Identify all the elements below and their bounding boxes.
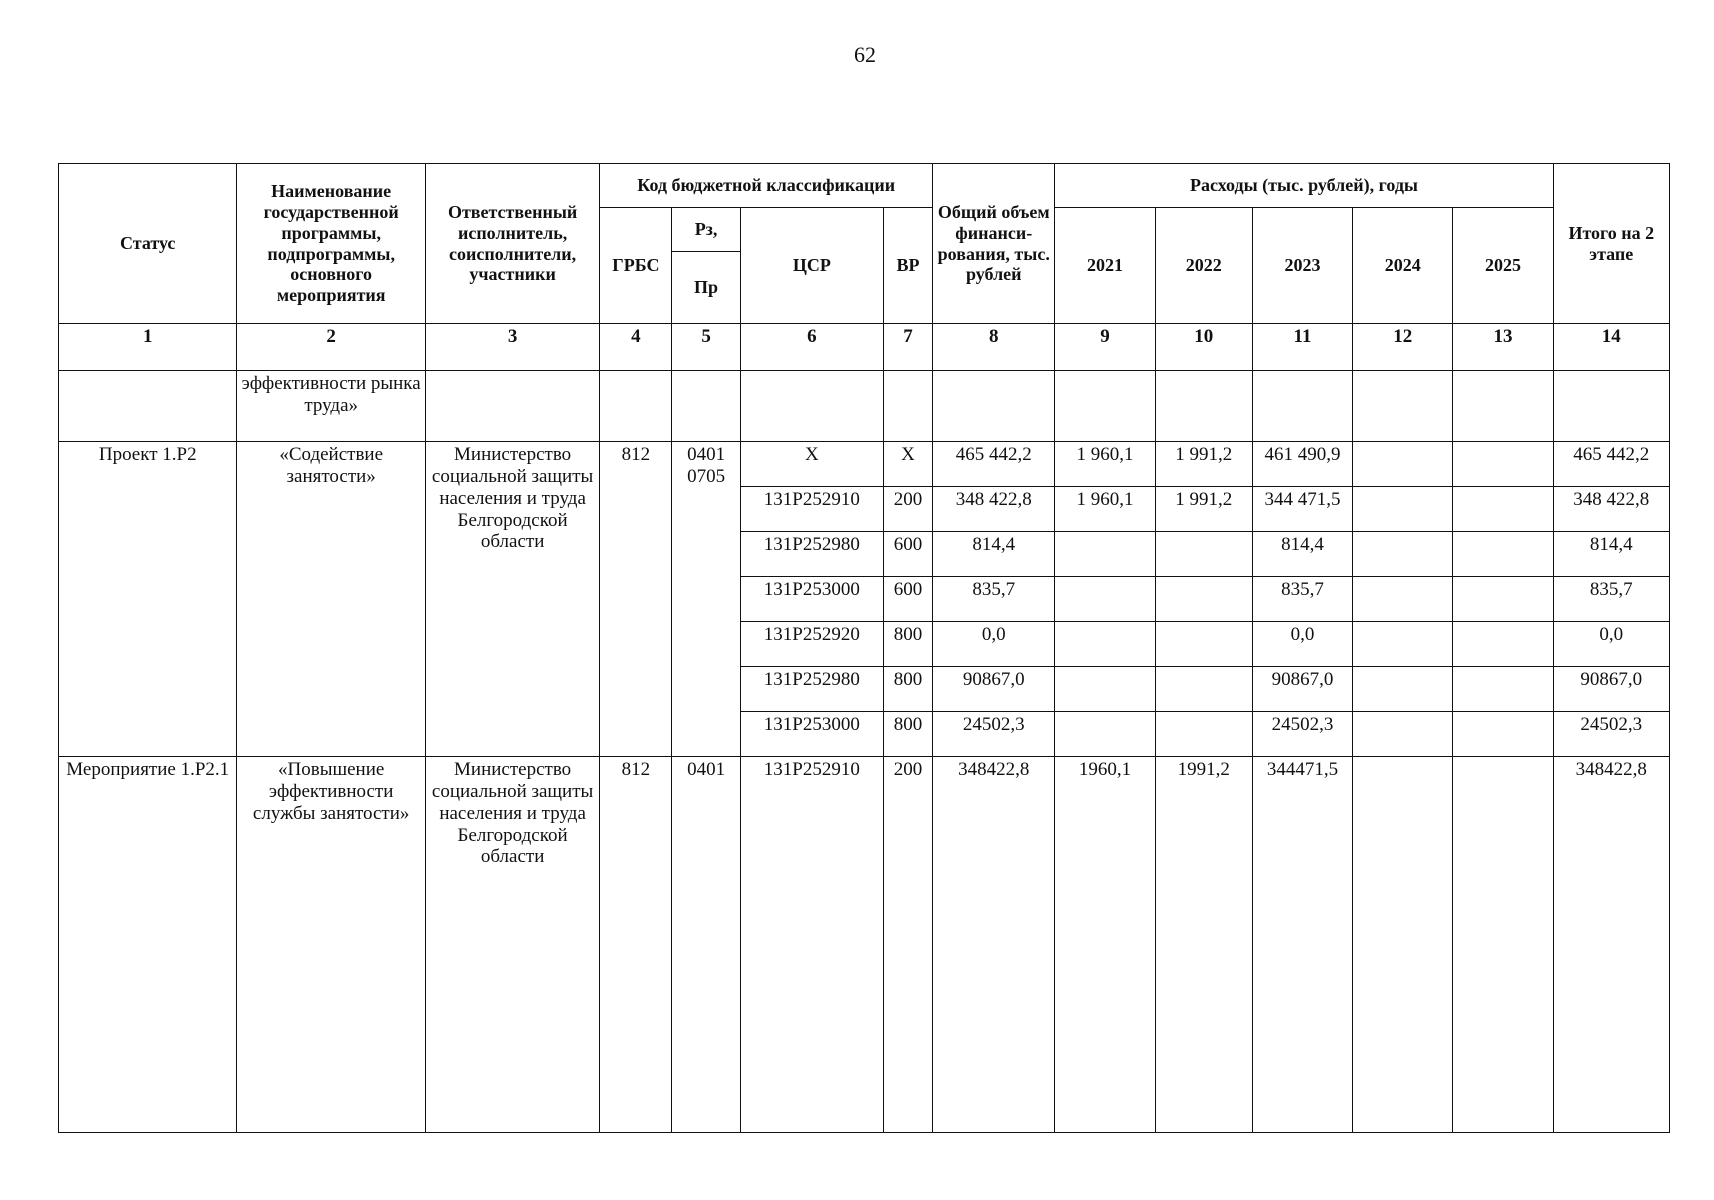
- y2025-cell: [1453, 712, 1553, 757]
- total-cell: 90867,0: [933, 667, 1055, 712]
- y2022-cell: 1 991,2: [1155, 487, 1252, 532]
- y2025-cell: [1453, 622, 1553, 667]
- column-number: 5: [672, 324, 740, 371]
- y2021-cell: [1055, 712, 1155, 757]
- stage-cell: 465 442,2: [1553, 442, 1669, 487]
- y2023-cell: 90867,0: [1252, 667, 1352, 712]
- csr-cell: X: [740, 442, 883, 487]
- header-year-2024: 2024: [1353, 208, 1453, 324]
- project-rzpr: 0401 0705: [672, 442, 740, 757]
- csr-cell: 131Р252920: [740, 622, 883, 667]
- y2024-cell: [1353, 442, 1453, 487]
- column-number: 3: [425, 324, 599, 371]
- continuation-name: эффективности рынка труда»: [237, 371, 425, 442]
- table-row: [59, 442, 1670, 487]
- header-pr: Пр: [672, 252, 740, 324]
- stage-cell: 90867,0: [1553, 667, 1669, 712]
- measure-total: 348422,8: [933, 757, 1055, 1133]
- project-executor: Министерство социальной защиты населения и труда Белгородской области: [425, 442, 599, 757]
- stage-cell: 24502,3: [1553, 712, 1669, 757]
- header-executor: Ответственный исполнитель, соисполнители, участники: [425, 164, 599, 324]
- header-vr: ВР: [883, 208, 932, 324]
- header-code-group: Код бюджетной классификации: [600, 164, 933, 208]
- y2024-cell: [1353, 532, 1453, 577]
- column-number: 10: [1155, 324, 1252, 371]
- y2022-cell: [1155, 532, 1252, 577]
- vr-cell: 600: [883, 532, 932, 577]
- total-cell: 814,4: [933, 532, 1055, 577]
- stage-cell: 0,0: [1553, 622, 1669, 667]
- column-number: 12: [1353, 324, 1453, 371]
- stage-cell: 348 422,8: [1553, 487, 1669, 532]
- stage-cell: 814,4: [1553, 532, 1669, 577]
- measure-status: Мероприятие 1.Р2.1: [59, 757, 237, 1133]
- measure-grbs: 812: [600, 757, 672, 1133]
- csr-cell: 131Р253000: [740, 712, 883, 757]
- y2021-cell: [1055, 622, 1155, 667]
- column-number: 7: [883, 324, 932, 371]
- header-status: Статус: [59, 164, 237, 324]
- y2025-cell: [1453, 442, 1553, 487]
- measure-y2023: 344471,5: [1252, 757, 1352, 1133]
- y2021-cell: [1055, 532, 1155, 577]
- y2023-cell: 24502,3: [1252, 712, 1352, 757]
- column-number: 6: [740, 324, 883, 371]
- column-number: 4: [600, 324, 672, 371]
- header-csr: ЦСР: [740, 208, 883, 324]
- y2023-cell: 0,0: [1252, 622, 1352, 667]
- project-name: «Содействие занятости»: [237, 442, 425, 757]
- total-cell: 835,7: [933, 577, 1055, 622]
- table-row: [59, 757, 1670, 1133]
- column-number: 14: [1553, 324, 1669, 371]
- column-number-row: [59, 324, 1670, 371]
- measure-y2022: 1991,2: [1155, 757, 1252, 1133]
- y2025-cell: [1453, 487, 1553, 532]
- y2024-cell: [1353, 487, 1453, 532]
- total-cell: 24502,3: [933, 712, 1055, 757]
- page-number: 62: [854, 42, 876, 67]
- y2024-cell: [1353, 712, 1453, 757]
- y2025-cell: [1453, 667, 1553, 712]
- header-name: Наименование государственной программы, подпрограммы, основного мероприятия: [237, 164, 425, 324]
- y2023-cell: 814,4: [1252, 532, 1352, 577]
- total-cell: 0,0: [933, 622, 1055, 667]
- measure-y2025: [1453, 757, 1553, 1133]
- vr-cell: 600: [883, 577, 932, 622]
- measure-y2024: [1353, 757, 1453, 1133]
- y2021-cell: 1 960,1: [1055, 442, 1155, 487]
- column-number: 2: [237, 324, 425, 371]
- continuation-row: [59, 371, 1670, 442]
- y2022-cell: [1155, 577, 1252, 622]
- measure-stage: 348422,8: [1553, 757, 1669, 1133]
- budget-table: [58, 163, 1670, 1133]
- measure-y2021: 1960,1: [1055, 757, 1155, 1133]
- measure-vr: 200: [883, 757, 932, 1133]
- y2024-cell: [1353, 577, 1453, 622]
- y2022-cell: [1155, 667, 1252, 712]
- y2023-cell: 344 471,5: [1252, 487, 1352, 532]
- measure-name: «Повышение эффективности службы занятости»: [237, 757, 425, 1133]
- vr-cell: 800: [883, 712, 932, 757]
- total-cell: 465 442,2: [933, 442, 1055, 487]
- vr-cell: 800: [883, 667, 932, 712]
- header-year-2021: 2021: [1055, 208, 1155, 324]
- y2021-cell: 1 960,1: [1055, 487, 1155, 532]
- measure-rzpr: 0401: [672, 757, 740, 1133]
- measure-executor: Министерство социальной защиты населения и труда Белгородской области: [425, 757, 599, 1133]
- csr-cell: 131Р253000: [740, 577, 883, 622]
- column-number: 13: [1453, 324, 1553, 371]
- y2025-cell: [1453, 532, 1553, 577]
- stage-cell: 835,7: [1553, 577, 1669, 622]
- y2023-cell: 461 490,9: [1252, 442, 1352, 487]
- header-rz: Рз,: [672, 208, 740, 252]
- header-stage-total: Итого на 2 этапе: [1553, 164, 1669, 324]
- header-year-2025: 2025: [1453, 208, 1553, 324]
- csr-cell: 131Р252910: [740, 487, 883, 532]
- y2021-cell: [1055, 577, 1155, 622]
- header-total: Общий объем финанси-рования, тыс. рублей: [933, 164, 1055, 324]
- y2022-cell: [1155, 712, 1252, 757]
- vr-cell: 800: [883, 622, 932, 667]
- csr-cell: 131Р252980: [740, 532, 883, 577]
- total-cell: 348 422,8: [933, 487, 1055, 532]
- y2022-cell: 1 991,2: [1155, 442, 1252, 487]
- column-number: 11: [1252, 324, 1352, 371]
- header-year-2022: 2022: [1155, 208, 1252, 324]
- y2023-cell: 835,7: [1252, 577, 1352, 622]
- header-expenses-group: Расходы (тыс. рублей), годы: [1055, 164, 1553, 208]
- header-year-2023: 2023: [1252, 208, 1352, 324]
- project-grbs: 812: [600, 442, 672, 757]
- vr-cell: 200: [883, 487, 932, 532]
- csr-cell: 131Р252980: [740, 667, 883, 712]
- vr-cell: X: [883, 442, 932, 487]
- column-number: 9: [1055, 324, 1155, 371]
- column-number: 8: [933, 324, 1055, 371]
- y2024-cell: [1353, 667, 1453, 712]
- y2022-cell: [1155, 622, 1252, 667]
- project-status: Проект 1.Р2: [59, 442, 237, 757]
- column-number: 1: [59, 324, 237, 371]
- header-grbs: ГРБС: [600, 208, 672, 324]
- y2021-cell: [1055, 667, 1155, 712]
- measure-csr: 131Р252910: [740, 757, 883, 1133]
- y2025-cell: [1453, 577, 1553, 622]
- y2024-cell: [1353, 622, 1453, 667]
